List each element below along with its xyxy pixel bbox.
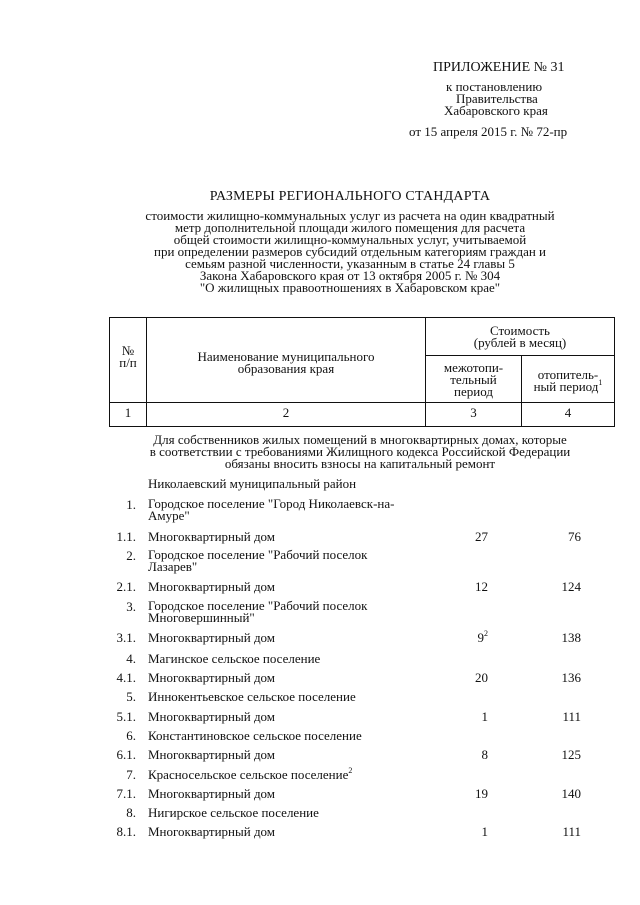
col-number-header: № п/п [119, 343, 137, 370]
row-name: Нигирское сельское поселение [148, 805, 319, 820]
col-index: 1 [124, 405, 132, 420]
col-heating-header: отопитель- ный период$^1$ [533, 367, 603, 394]
col-name-header: Наименование муниципального образования края [197, 349, 375, 376]
row-name: Магинское сельское поселение [148, 651, 321, 666]
value-inter-heating: 1 [481, 824, 488, 839]
row-name: Городское поселение "Город Николаевск-на- Амуре" [148, 496, 395, 523]
row-number: 5.1. [116, 709, 136, 724]
row-number: 7. [126, 767, 136, 782]
row-number: 8.1. [116, 824, 136, 839]
header-line-2: Правительства [456, 91, 538, 106]
header-line-4: от 15 апреля 2015 г. № 72-пр [409, 124, 568, 139]
section-heading: в соответствии с требованиями Жилищного кодекса Российской Федерации [149, 444, 571, 459]
col-cost-header: Стоимость (рублей в месяц) [473, 323, 567, 350]
table-row [0, 768, 640, 784]
row-number: 5. [126, 689, 136, 704]
value-inter-heating: 20 [475, 670, 488, 685]
row-number: 8. [126, 805, 136, 820]
row-number: 2. [126, 548, 136, 563]
value-heating: 124 [561, 579, 581, 594]
col-index: 2 [282, 405, 290, 420]
row-number: 4. [126, 651, 136, 666]
value-inter-heating: $9^2$ [477, 629, 488, 645]
table-row [0, 671, 640, 687]
footnote-mark: 2 [484, 629, 488, 638]
row-name: Многоквартирный дом [148, 786, 276, 801]
footnote-mark: 2 [348, 766, 353, 775]
table-row [0, 547, 640, 574]
row-name: Иннокентьевское сельское поселение [148, 689, 356, 704]
row-name: Константиновское сельское поселение [148, 728, 362, 743]
row-number: 7.1. [116, 786, 136, 801]
value-heating: 138 [561, 630, 581, 645]
row-name: Многоквартирный дом [148, 630, 276, 645]
col-index: 3 [470, 405, 477, 420]
table-row [0, 496, 640, 523]
row-name: Многоквартирный дом [148, 824, 276, 839]
table-row [0, 806, 640, 822]
row-number: 6. [126, 728, 136, 743]
row-number: 1. [126, 497, 136, 512]
value-inter-heating: 1 [481, 709, 488, 724]
table-row [0, 748, 640, 764]
subtitle-line: при определении размеров субсидий отдельным категориям граждан и [154, 244, 546, 259]
row-number: 3. [126, 599, 136, 614]
row-name: Красносельское сельское поселение$^2$ [148, 766, 353, 782]
row-number: 3.1. [116, 630, 136, 645]
table-row [0, 729, 640, 745]
row-name: Многоквартирный дом [148, 709, 276, 724]
table-row [0, 530, 640, 546]
subtitle-line: метр дополнительной площади жилого помещения для расчета [174, 220, 526, 235]
appendix-title: ПРИЛОЖЕНИЕ № 31 [433, 60, 565, 75]
row-name: Многоквартирный дом [148, 747, 276, 762]
table-row [0, 787, 640, 803]
value-inter-heating: 19 [475, 786, 488, 801]
value-heating: 76 [568, 529, 581, 544]
table-row [0, 710, 640, 726]
table-row [0, 580, 640, 596]
row-number: 1.1. [116, 529, 136, 544]
table-row [0, 690, 640, 706]
row-name: Многоквартирный дом [148, 579, 276, 594]
subtitle-line: стоимости жилищно-коммунальных услуг из расчета на один квадратный [145, 208, 555, 223]
table-row [0, 652, 640, 668]
header-line-3: Хабаровского края [444, 103, 548, 118]
table-row [0, 598, 640, 625]
row-name: Многоквартирный дом [148, 529, 276, 544]
value-inter-heating: 8 [481, 747, 488, 762]
col-index: 4 [564, 405, 572, 420]
table-header [109, 317, 615, 427]
value-inter-heating: 12 [475, 579, 488, 594]
value-heating: 111 [562, 824, 581, 839]
footnote-mark: 1 [598, 378, 603, 387]
subtitle-line: семьям разной численности, указанным в статье 24 главы 5 [185, 256, 515, 271]
subtitle-line: "О жилищных правоотношениях в Хабаровском крае" [199, 280, 501, 295]
row-name: Городское поселение "Рабочий поселок Многовершинный" [148, 598, 368, 625]
value-heating: 125 [561, 747, 581, 762]
header-line-1: к постановлению [446, 79, 543, 94]
value-inter-heating: 27 [475, 529, 488, 544]
table-row [0, 631, 640, 647]
section-heading: обязаны вносить взносы на капитальный ремонт [224, 456, 496, 471]
row-number: 2.1. [116, 579, 136, 594]
row-name: Городское поселение "Рабочий поселок Лазарев" [148, 547, 368, 574]
subtitle-line: общей стоимости жилищно-коммунальных услуг, учитываемой [173, 232, 527, 247]
row-number: 6.1. [116, 747, 136, 762]
value-heating: 111 [562, 709, 581, 724]
value-heating: 140 [561, 786, 581, 801]
section-heading: Для собственников жилых помещений в многоквартирных домах, которые [153, 432, 567, 447]
row-name: Многоквартирный дом [148, 670, 276, 685]
document-title: РАЗМЕРЫ РЕГИОНАЛЬНОГО СТАНДАРТА [209, 189, 491, 204]
district-name: Николаевский муниципальный район [148, 476, 357, 491]
value-heating: 136 [561, 670, 581, 685]
col-inter-heating-header: межотопи- тельный период [443, 360, 504, 399]
row-number: 4.1. [116, 670, 136, 685]
table-row [0, 825, 640, 841]
subtitle-line: Закона Хабаровского края от 13 октября 2005 г. № 304 [199, 268, 501, 283]
